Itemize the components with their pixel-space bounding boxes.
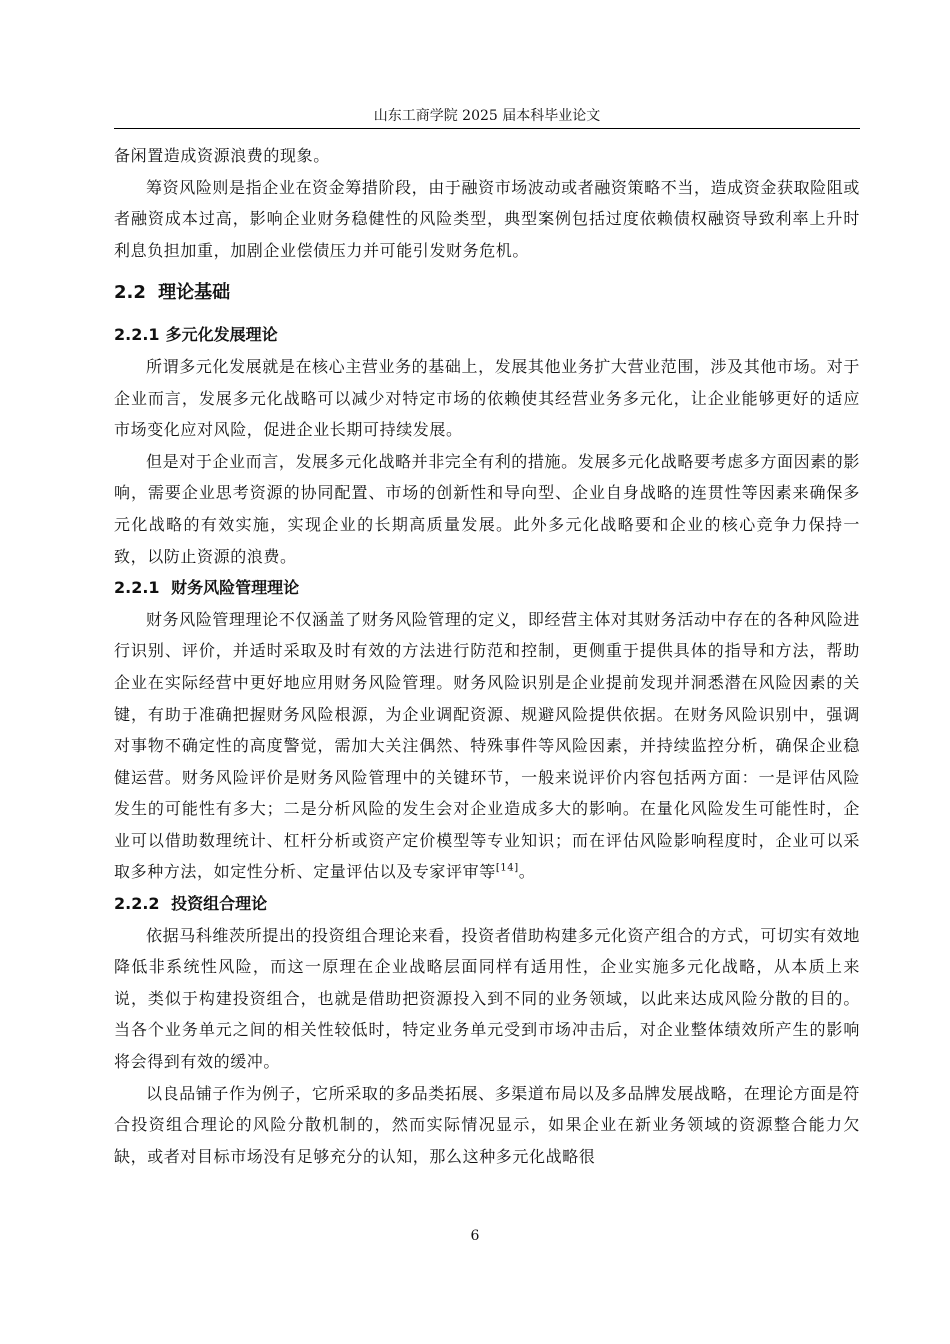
subsection-number: 2.2.2 [114, 894, 160, 914]
subsection-title: 财务风险管理理论 [171, 578, 300, 598]
paragraph-text: 财务风险管理理论不仅涵盖了财务风险管理的定义，即经营主体对其财务活动中存在的各种风险进行识别、评价，并适时采取及时有效的方法进行防范和控制，更侧重于提供具体的指导和方法，帮助企业在实际经营中更好地应用财务风险管理。财务风险识别是企业提前发现并洞悉潜在风险因素的关键，有助于准确把握财务风险根源，为企业调配资源、规避风险提供依据。在财务风险识别中，强调对事物不确定性的高度警觉，需加大关注偶然、特殊事件等风险因素，并持续监控分析，确保企业稳健运营。财务风险评价是财务风险管理中的关键环节，一般来说评价内容包括两方面：一是评估风险发生的可能性有多大；二是分析风险的发生会对企业造成多大的影响。在量化风险发生可能性时，企业可以借助数理统计、杠杆分析或资产定价模型等专业知识；而在评估风险影响程度时，企业可以采取多种方法，如定性分析、定量评估以及专家评审等 [114, 609, 860, 882]
paragraph-end: 。 [518, 862, 536, 882]
subsection-heading-portfolio [114, 888, 860, 920]
paragraph-continued: 备闲置造成资源浪费的现象。 [114, 146, 330, 165]
running-header: 山东工商学院 2025 届本科毕业论文 [373, 108, 601, 124]
subsection-heading-financial-risk [114, 572, 860, 604]
subsection-number: 2.2.1 [114, 325, 160, 345]
paragraph-financial-risk [114, 604, 860, 888]
subsection-title: 投资组合理论 [171, 894, 268, 914]
paragraph-diversification-2: 但是对于企业而言，发展多元化战略并非完全有利的措施。发展多元化战略要考虑多方面因素的影响，需要企业思考资源的协同配置、市场的创新性和导向型、企业自身战略的连贯性等因素来确保多元化战略的有效实施，实现企业的长期高质量发展。此外多元化战略要和企业的核心竞争力保持一致，以防止资源的浪费。 [114, 451, 860, 566]
section-number: 2.2 [114, 282, 146, 304]
paragraph-portfolio-1: 依据马科维茨所提出的投资组合理论来看，投资者借助构建多元化资产组合的方式，可切实有效地降低非系统性风险，而这一原理在企业战略层面同样有适用性，企业实施多元化战略，从本质上来说，类似于构建投资组合，也就是借助把资源投入到不同的业务领域，以此来达成风险分散的目的。当各个业务单元之间的相关性较低时，特定业务单元受到市场冲击后，对企业整体绩效所产生的影响将会得到有效的缓冲。 [114, 925, 860, 1072]
header-rule [114, 128, 860, 129]
subsection-heading-diversification [114, 319, 860, 351]
paragraph-diversification-1: 所谓多元化发展就是在核心主营业务的基础上，发展其他业务扩大营业范围，涉及其他市场。对于企业而言，发展多元化战略可以减少对特定市场的依赖使其经营业务多元化，让企业能够更好的适应市场变化应对风险，促进企业长期可持续发展。 [114, 356, 860, 440]
page-number: 6 [470, 1228, 480, 1244]
paragraph-financing-risk: 筹资风险则是指企业在资金筹措阶段，由于融资市场波动或者融资策略不当，造成资金获取险阻或者融资成本过高，影响企业财务稳健性的风险类型，典型案例包括过度依赖债权融资导致利率上升时利息负担加重，加剧企业偿债压力并可能引发财务危机。 [114, 177, 860, 260]
citation-ref: [14] [495, 863, 519, 875]
subsection-number: 2.2.1 [114, 578, 160, 598]
page-body [114, 140, 860, 1172]
section-title: 理论基础 [158, 282, 231, 304]
paragraph-portfolio-2: 以良品铺子作为例子，它所采取的多品类拓展、多渠道布局以及多品牌发展战略，在理论方面是符合投资组合理论的风险分散机制的，然而实际情况显示，如果企业在新业务领域的资源整合能力欠缺，或者对目标市场没有足够充分的认知，那么这种多元化战略很 [114, 1083, 860, 1166]
section-heading-2-2 [114, 275, 860, 311]
subsection-title: 多元化发展理论 [165, 325, 278, 345]
